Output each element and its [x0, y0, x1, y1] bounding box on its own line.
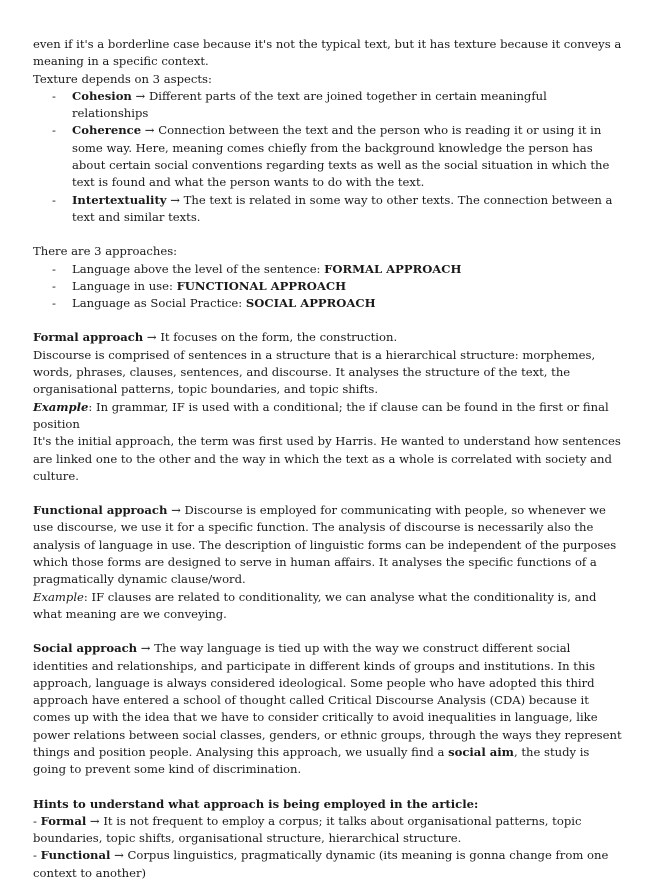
approach-name: FORMAL APPROACH [324, 261, 462, 276]
arrow: → [131, 88, 149, 103]
approaches-heading: There are 3 approaches: [33, 244, 178, 259]
texture-aspects-list [33, 88, 625, 226]
approach-text: Language above the level of the sentence: [72, 261, 325, 276]
example-text: : In grammar, IF is used with a conditional; the if clause can be found in the first or final position [33, 399, 609, 431]
social-term: Social approach [33, 641, 138, 656]
aspect-term: Coherence [72, 123, 142, 138]
hints-heading: Hints to understand what approach is being employed in the article: [33, 796, 479, 811]
list-item [33, 278, 625, 295]
formal-body: Discourse is comprised of sentences in a structure that is a hierarchical structure: morphemes, words, phrases, clauses, sentences, and discourse. It analyses the structure of the text, the organisational patterns, topic boundaries, and topic shifts. [33, 347, 596, 397]
hint-formal: - Formal → It is not frequent to employ a corpus; it talks about organisational patterns, topic boundaries, topic shifts, organisational structure, hierarchical structure. [33, 813, 582, 846]
list-item [33, 261, 625, 278]
list-item [33, 122, 625, 191]
texture-heading: Texture depends on 3 aspects: [33, 71, 212, 86]
social-tail: , the study is going to prevent some kind of discrimination. [33, 744, 590, 777]
example-label: Example [33, 589, 84, 604]
arrow: → [110, 848, 128, 863]
arrow: → [137, 641, 155, 656]
intro-continuation: even if it's a borderline case because it's not the typical text, but it has texture because it conveys a meaning in a specific context. [33, 37, 622, 69]
example-label: Example [33, 399, 89, 414]
approach-name: FUNCTIONAL APPROACH [176, 278, 347, 293]
formal-lead-text: It focuses on the form, the construction. [160, 330, 398, 345]
list-item [33, 295, 625, 312]
formal-lead [33, 329, 625, 346]
aspect-text: Connection between the text and the person who is reading it or using it in some way. Here, meaning comes chiefly from the background knowledge the person has about certain social conventions regarding texts as well as the social situation in which the text is found and what the person wants to do with the text. [72, 123, 610, 190]
document-page [33, 36, 625, 882]
arrow: → [167, 503, 185, 518]
functional-term: Functional approach [33, 503, 168, 518]
formal-example [33, 399, 625, 434]
social-body [33, 640, 625, 778]
list-item [33, 88, 625, 123]
approach-name: SOCIAL APPROACH [245, 296, 376, 311]
social-text: The way language is tied up with the way we construct different social identities and relationships, and participate in different kinds of groups and institutions. In this approach, language is always considered ideological. Some people who have adopted this third approach have entered a school of thought called Critical Discourse Analysis (CDA) because it comes up with the idea that we have to consider critically to avoid inequalities in language, like power relations between social classes, genders, or ethnic groups, through the ways they represent things and position people. Analysing this approach, we usually find a [33, 641, 622, 759]
formal-history: It's the initial approach, the term was first used by Harris. He wanted to understand how sentences are linked one to the other and the way in which the text as a whole is correlated with society and culture. [33, 434, 621, 483]
hint-functional: - Functional → Corpus linguistics, pragmatically dynamic (its meaning is gonna change from one context to another) [33, 848, 609, 880]
aspect-text: The text is related in some way to other texts. The connection between a text and similar texts. [72, 192, 613, 224]
aspect-term: Cohesion [72, 88, 132, 103]
arrow: → [143, 330, 161, 345]
hint-text: It is not frequent to employ a corpus; it talks about organisational patterns, topic boundaries, topic shifts, organisational structure, hierarchical structure. [33, 813, 582, 846]
aspect-term: Intertextuality [72, 192, 167, 207]
functional-example [33, 589, 625, 624]
functional-body [33, 502, 625, 588]
functional-text: Discourse is employed for communicating with people, so whenever we use discourse, we use it for a specific function. The analysis of discourse is necessarily also the analysis of language in use. The description of linguistic forms can be independent of the purposes which those forms are designed to serve in human affairs. It analyses the specific functions of a pragmatically dynamic clause/word. [33, 503, 617, 587]
list-item [33, 192, 625, 227]
aspect-text: Different parts of the text are joined together in certain meaningful relationships [72, 88, 547, 121]
social-aim-term: social aim [448, 744, 514, 759]
example-text: : IF clauses are related to conditionality, we can analyse what the conditionality is, and what meaning are we conveying. [33, 589, 597, 621]
arrow: → [141, 123, 159, 138]
approach-text: Language in use: [72, 278, 177, 293]
hint-term: Functional [40, 848, 111, 863]
approach-text: Language as Social Practice: [72, 296, 246, 311]
arrow: → [166, 192, 184, 207]
hint-text: Corpus linguistics, pragmatically dynamic (its meaning is gonna change from one context to another) [33, 848, 609, 880]
arrow: → [86, 813, 104, 828]
formal-term: Formal approach [33, 330, 144, 345]
hint-term: Formal [40, 813, 87, 828]
approaches-list [33, 261, 625, 313]
